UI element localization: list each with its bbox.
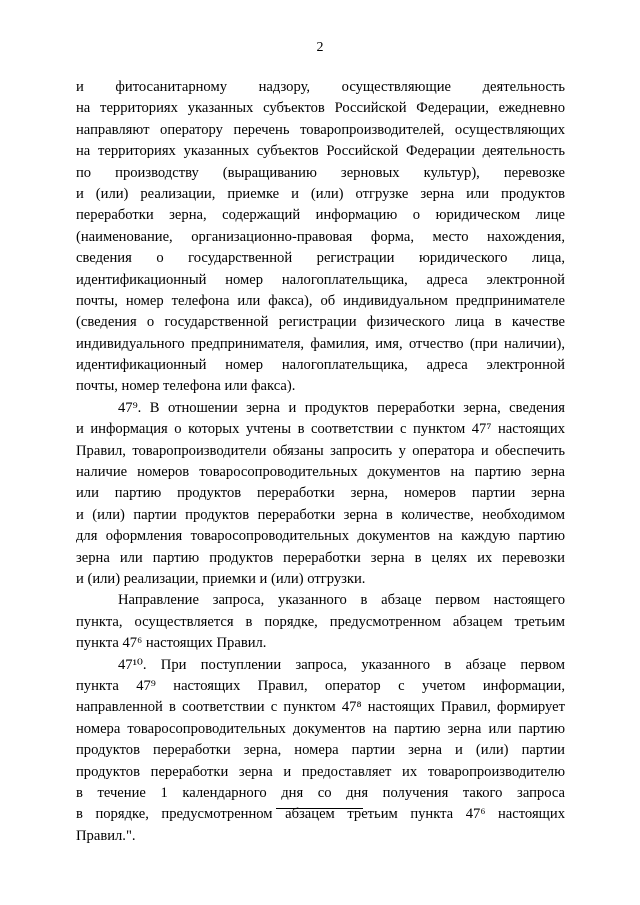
text-line: почты, номер телефона или факса).: [76, 378, 296, 395]
text-line: переработки зерна, содержащий информацию о юридическом лице: [76, 207, 565, 224]
text-line: индивидуального предпринимателя, фамилия, имя, отчество (при наличии),: [76, 335, 565, 352]
text-line: номера товаросопроводительных документов на партию зерна или партию: [76, 720, 565, 737]
footer-separator-line: [276, 808, 363, 809]
text-line: продуктов переработки зерна, номера партии зерна и (или) партии: [76, 742, 565, 759]
text-line: 47¹⁰. При поступлении запроса, указанного в абзаце первом: [118, 656, 565, 673]
text-line: 47⁹. В отношении зерна и продуктов переработки зерна, сведения: [118, 399, 565, 416]
text-line: в порядке, предусмотренном абзацем третьим пункта 47⁶ настоящих: [76, 806, 565, 823]
text-line: (сведения о государственной регистрации физического лица в качестве: [76, 314, 565, 331]
text-line: по производству (выращиванию зерновых культур), перевозке: [76, 164, 565, 181]
text-line: наличие номеров товаросопроводительных документов на партию зерна: [76, 464, 565, 481]
text-line: почты, номер телефона или факса), об индивидуальном предпринимателе: [76, 292, 565, 309]
text-line: на территориях указанных субъектов Российской Федерации, ежедневно: [76, 100, 565, 117]
text-line: или партию продуктов переработки зерна, номеров партии зерна: [76, 485, 565, 502]
text-line: идентификационный номер налогоплательщика, адреса электронной: [76, 357, 565, 374]
document-body: [76, 77, 565, 847]
text-line: направленной в соответствии с пунктом 47⁸ настоящих Правил, формирует: [76, 699, 565, 716]
text-line: и (или) партии продуктов переработки зерна в количестве, необходимом: [76, 506, 565, 523]
text-line: пункта 47⁹ настоящих Правил, оператор с учетом информации,: [76, 677, 565, 694]
text-line: Правил.".: [76, 827, 136, 844]
page-number: 2: [316, 40, 324, 55]
text-line: сведения о государственной регистрации юридического лица,: [76, 250, 565, 267]
text-line: и фитосанитарному надзору, осуществляющие деятельность: [76, 79, 565, 95]
text-line: и (или) реализации, приемки и (или) отгрузки.: [76, 570, 366, 587]
text-line: и информация о которых учтены в соответствии с пунктом 47⁷ настоящих: [76, 421, 565, 438]
text-line: в течение 1 календарного дня со дня получения такого запроса: [76, 784, 565, 801]
text-line: (наименование, организационно-правовая форма, место нахождения,: [76, 228, 565, 245]
text-line: продуктов переработки зерна и предоставляет их товаропроизводителю: [76, 763, 565, 780]
text-line: идентификационный номер налогоплательщика, адреса электронной: [76, 271, 565, 288]
text-line: Направление запроса, указанного в абзаце первом настоящего: [118, 592, 565, 609]
text-line: и (или) реализации, приемке и (или) отгрузке зерна или продуктов: [76, 185, 565, 202]
text-line: на территориях указанных субъектов Российской Федерации деятельность: [76, 143, 565, 160]
text-line: зерна или партию продуктов переработки зерна в целях их перевозки: [76, 549, 565, 566]
text-line: пункта, осуществляется в порядке, предусмотренном абзацем третьим: [76, 613, 565, 630]
text-line: пункта 47⁶ настоящих Правил.: [76, 635, 267, 652]
text-line: для оформления товаросопроводительных документов на каждую партию: [76, 528, 565, 545]
text-line: Правил, товаропроизводители обязаны запросить у оператора и обеспечить: [76, 442, 565, 459]
text-line: направляют оператору перечень товаропроизводителей, осуществляющих: [76, 121, 565, 138]
